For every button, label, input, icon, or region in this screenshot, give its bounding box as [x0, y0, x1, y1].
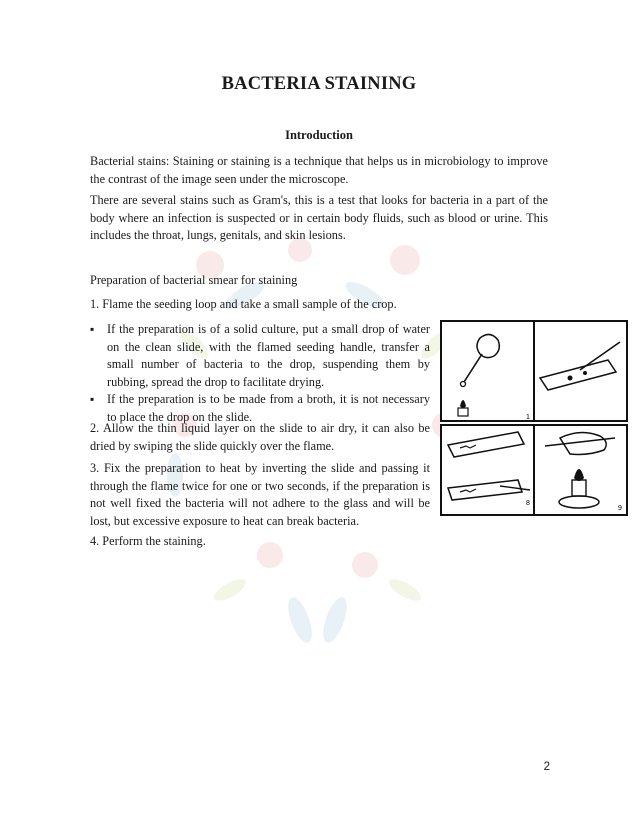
page-number: 2	[543, 761, 550, 773]
bullet-item: ▪ If the preparation is to be made from a broth, it is not necessary to place the drop on the slide.	[90, 391, 430, 426]
panel-number: 8	[526, 500, 530, 507]
step-3: 3. Fix the preparation to heat by inverting the slide and passing it through the flame twice for one or two seconds, if the preparation is not well fixed the bacteria will not adhere to the glass and will be lost, but excessive exposure to heat can break bacteria.	[90, 461, 430, 528]
panel-number: 1	[526, 414, 530, 421]
section-heading: Introduction	[285, 128, 353, 142]
intro-paragraph: There are several stains such as Gram's, this is a test that looks for bacteria in a part of the body where an infection is suspected or in certain body fluids, such as blood or urine. This includes the throat, lungs, genitals, and skin lesions.	[90, 193, 548, 242]
document-title: BACTERIA STAINING	[221, 74, 417, 94]
bullet-list	[90, 321, 430, 426]
step-1: 1. Flame the seeding loop and take a small sample of the crop.	[90, 297, 397, 311]
bullet-item: ▪ If the preparation is of a solid culture, put a small drop of water on the clean slide, with the flamed seeding handle, transfer a small number of bacteria to the drop, suspending them by rubbing, spread the drop to facilitate drying.	[90, 321, 430, 391]
panel-number: 9	[618, 505, 622, 512]
prep-heading: Preparation of bacterial smear for staining	[90, 273, 298, 287]
procedure-illustration	[440, 320, 628, 516]
step-4: 4. Perform the staining.	[90, 534, 206, 548]
intro-paragraph: Bacterial stains: Staining or staining is a technique that helps us in microbiology to improve the contrast of the image seen under the microscope.	[90, 154, 548, 186]
step-2: 2. Allow the thin liquid layer on the slide to air dry, it can also be dried by swiping the slide quickly over the flame.	[90, 421, 430, 453]
